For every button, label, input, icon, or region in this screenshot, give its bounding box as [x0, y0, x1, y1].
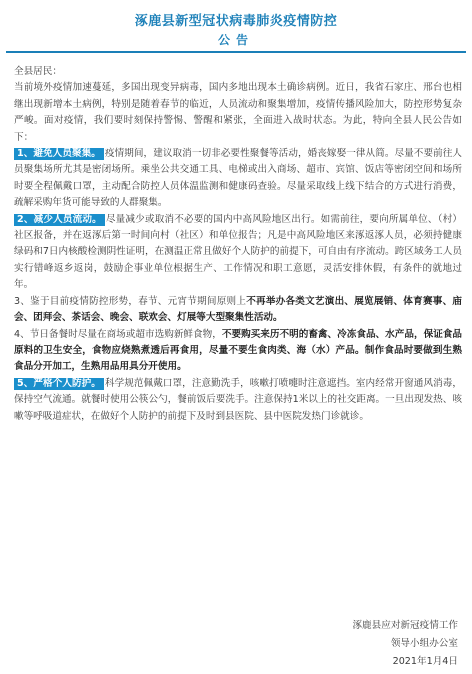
signature-date: 2021年1月4日 [392, 656, 458, 667]
section-3 [14, 294, 462, 327]
salutation: 全县居民： [14, 66, 62, 77]
section-3-bold: 不再举办各类文艺演出、展览展销、体育赛事、庙会、团拜会、茶话会、晚会、联欢会、灯展等大型聚集性活动。 [14, 295, 462, 324]
header-divider [6, 51, 466, 53]
section-4-text: 4、节日备餐时尽量在商场或超市选购新鲜食物， [14, 328, 222, 340]
signature-org: 涿鹿县应对新冠疫情工作 [352, 620, 458, 631]
section-4-bold: 不要购买来历不明的畜禽、冷冻食品、水产品，保证食品原料的卫生安全，食物应烧熟煮透后再食用，尽量不要生食肉类、海（水）产品。制作食品时要做到生熟食品分开加工，生熟用品用具分开使用。 [14, 328, 463, 373]
section-2-text: 尽量减少或取消不必要的国内中高风险地区出行。如需前往，要向所属单位、（村）社区报备，并在返涿后第一时间向村（社区）和单位报告；凡是中高风险地区来涿返涿人员，必须持健康绿码和7日内核酸检测阴性证明，在测温正常且做好个人防护的前提下，可自由有序流动。跨区域务工人员实行错峰返乡返岗，鼓励企事业单位根据生产、工作情况和职工意愿，灵活安排休假，有条件的就地过年。 [14, 213, 462, 291]
section-1 [14, 146, 462, 212]
section-5 [14, 376, 462, 425]
section-1-label: 1、避免人员聚集。 [14, 148, 104, 160]
section-5-text: 科学规范佩戴口罩，注意勤洗手，咳嗽打喷嚏时注意遮挡。室内经常开窗通风消毒，保持空气流通。就餐时使用公筷公勺，餐前饭后要洗手。注意保持1米以上的社交距离。一旦出现发热、咳嗽等呼吸道症状，在做好个人防护的前提下及时到县医院、县中医院发热门诊就诊。 [14, 377, 462, 422]
section-5-label: 5、严格个人防护。 [14, 378, 104, 390]
section-2-label: 2、减少人员流动。 [14, 214, 105, 226]
section-3-text: 3、鉴于目前疫情防控形势，春节、元宵节期间原则上 [14, 295, 247, 307]
notice-subtitle: 公告 [217, 33, 254, 47]
signature-office: 领导小组办公室 [390, 638, 458, 649]
notice-title: 涿鹿县新型冠状病毒肺炎疫情防控 [134, 14, 338, 29]
section-2 [14, 212, 462, 294]
section-1-text: 疫情期间，建议取消一切非必要性聚餐等活动，婚丧嫁娶一律从简。尽量不要前往人员聚集场所尤其是密闭场所。乘坐公共交通工具、电梯或出入商场、超市、宾馆、饭店等密闭空间和场所时要全程佩戴口罩，主动配合防控人员体温监测和健康码查验。尽量采取线上线下结合的方式进行消费，疏解采购年货可能导致的人群聚集。 [14, 148, 462, 209]
notice-header [0, 0, 472, 54]
section-4 [14, 327, 462, 376]
notice-body [14, 64, 462, 425]
intro-paragraph: 当前境外疫情加速蔓延，多国出现变异病毒，国内多地出现本土确诊病例。近日，我省石家庄、邢台也相继出现新增本土病例，特别是随着春节的临近，人员流动和聚集增加，疫情传播风险加大，防控形势复杂严峻。面对疫情，我们要时刻保持警惕、警醒和紧张，全面进入战时状态。为此，特向全县人民公告如下： [14, 82, 462, 143]
